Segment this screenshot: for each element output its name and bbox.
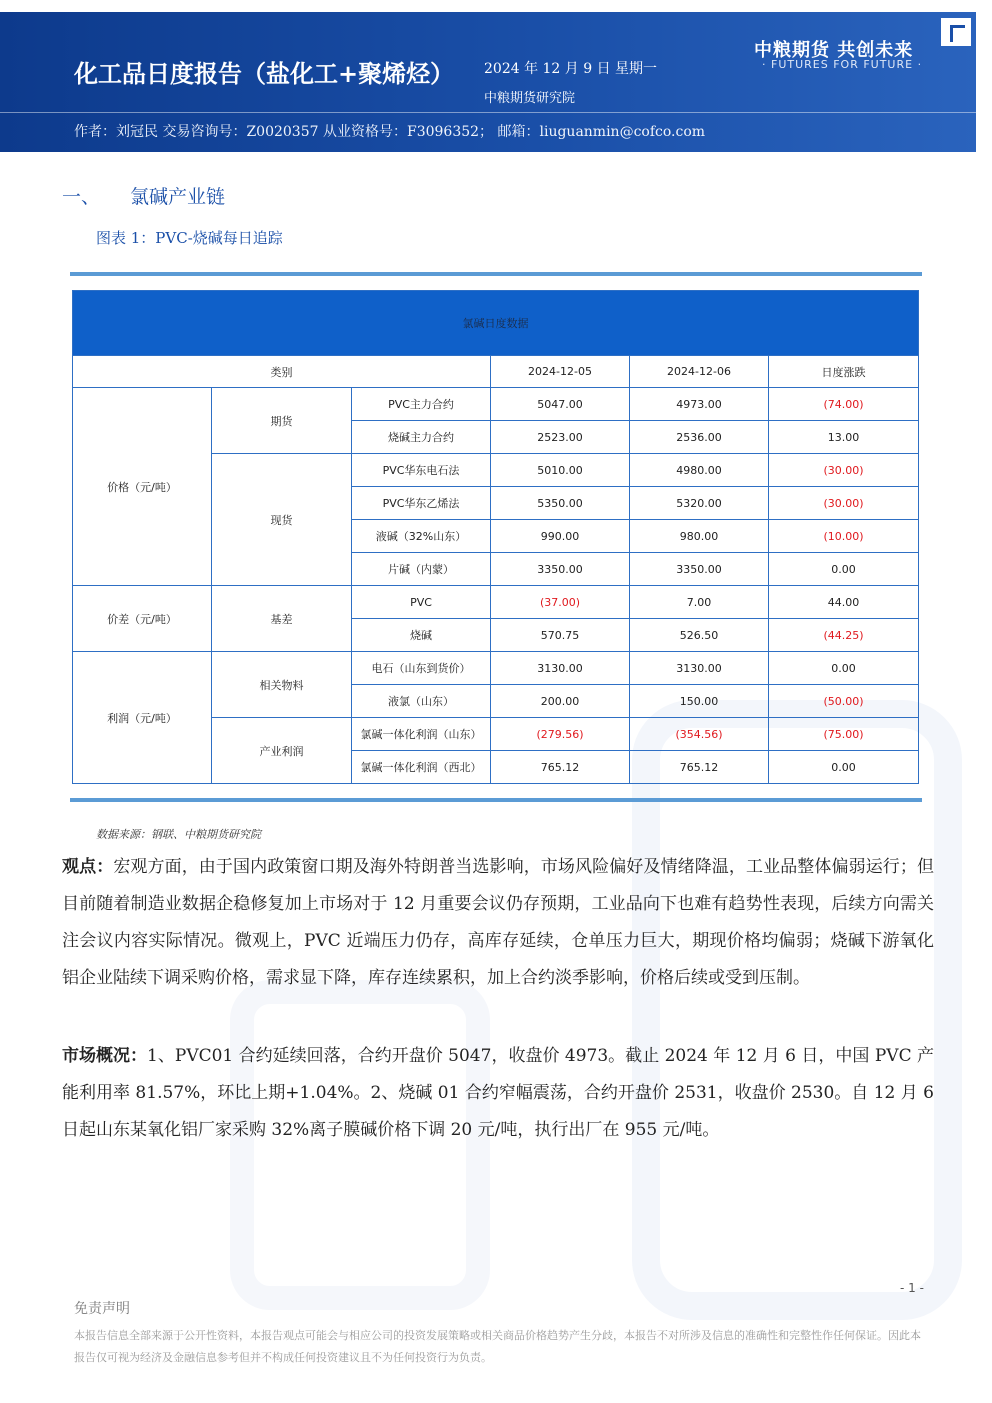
data-source: 数据来源：钢联、中粮期货研究院 (96, 828, 261, 841)
brand-slogan: · FUTURES FOR FUTURE · (762, 58, 923, 71)
report-date: 2024 年 12 月 9 日 星期一 (484, 61, 658, 77)
item-cell: PVC华东乙烯法 (352, 487, 491, 520)
change-cell: (44.25) (769, 619, 919, 652)
change-cell: 44.00 (769, 586, 919, 619)
value-cell: 3350.00 (491, 553, 630, 586)
change-cell: 0.00 (769, 652, 919, 685)
item-cell: 氯碱一体化利润（山东） (352, 718, 491, 751)
background-decoration (632, 700, 962, 1320)
report-title: 化工品日度报告（盐化工+聚烯烃） (74, 59, 455, 88)
value-cell: 5047.00 (491, 388, 630, 421)
page-number: - 1 - (900, 1281, 924, 1295)
column-header: 类别 (73, 356, 491, 388)
item-cell: 片碱（内蒙） (352, 553, 491, 586)
institute-name: 中粮期货研究院 (484, 91, 576, 106)
value-cell: 5350.00 (491, 487, 630, 520)
section-number: 一、 (62, 186, 101, 208)
brand-name: 中粮期货 共创未来 (754, 40, 914, 61)
table-row (73, 388, 919, 421)
change-cell: (74.00) (769, 388, 919, 421)
value-cell: 200.00 (491, 685, 630, 718)
view-label: 观点： (62, 857, 114, 877)
column-header: 2024-12-06 (630, 356, 769, 388)
item-cell: PVC华东电石法 (352, 454, 491, 487)
group-label: 价差（元/吨） (73, 586, 212, 652)
item-cell: 液氯（山东） (352, 685, 491, 718)
subgroup-label: 基差 (212, 586, 352, 652)
group-label: 价格（元/吨） (73, 388, 212, 586)
value-cell: 570.75 (491, 619, 630, 652)
value-cell: 765.12 (491, 751, 630, 784)
value-cell: 2536.00 (630, 421, 769, 454)
value-cell: 980.00 (630, 520, 769, 553)
table-row (73, 586, 919, 619)
value-cell: 990.00 (491, 520, 630, 553)
item-cell: 液碱（32%山东） (352, 520, 491, 553)
change-cell: (50.00) (769, 685, 919, 718)
column-header: 2024-12-05 (491, 356, 630, 388)
item-cell: 烧碱 (352, 619, 491, 652)
group-label: 利润（元/吨） (73, 652, 212, 784)
market-text: 1、PVC01 合约延续回落，合约开盘价 5047，收盘价 4973。截止 2024 年 12 月 6 日，中国 PVC 产能利用率 81.57%，环比上期+1.04%。2、烧碱 01 合约窄幅震荡，合约开盘价 2531，收盘价 2530。自 12 月 6 日起山东某氧化铝厂家采购 32%离子膜碱价格下调 20 元/吨，执行出厂在 955 元/吨。 (62, 1046, 934, 1140)
change-cell: (10.00) (769, 520, 919, 553)
report-header (0, 12, 976, 152)
value-cell: (354.56) (630, 718, 769, 751)
value-cell: 4980.00 (630, 454, 769, 487)
value-cell: 4973.00 (630, 388, 769, 421)
value-cell: (37.00) (491, 586, 630, 619)
header-divider (0, 112, 976, 113)
chlor-alkali-daily-table (72, 290, 919, 784)
value-cell: 3350.00 (630, 553, 769, 586)
item-cell: PVC (352, 586, 491, 619)
change-cell: (75.00) (769, 718, 919, 751)
change-cell: 0.00 (769, 751, 919, 784)
section-title-text: 氯碱产业链 (130, 186, 226, 208)
market-label: 市场概况： (62, 1046, 148, 1066)
subgroup-label: 期货 (212, 388, 352, 454)
table-top-rule (70, 272, 922, 276)
table-caption: 氯碱日度数据 (73, 291, 919, 356)
disclaimer-text: 本报告信息全部来源于公开性资料，本报告观点可能会与相应公司的投资发展策略或相关商品价格趋势产生分歧，本报告不对所涉及信息的准确性和完整性作任何保证。因此本报告仅可视为经济及金融信息参考但并不构成任何投资建议且不为任何投资行为负责。 (74, 1329, 921, 1364)
column-header: 日度涨跌 (769, 356, 919, 388)
value-cell: 3130.00 (630, 652, 769, 685)
section-title (62, 182, 225, 209)
table-bottom-rule (70, 798, 922, 802)
item-cell: 电石（山东到货价） (352, 652, 491, 685)
value-cell: 7.00 (630, 586, 769, 619)
author-info: 作者：刘冠民 交易咨询号：Z0020357 从业资格号：F3096352； 邮箱：liuguanmin@cofco.com (74, 124, 706, 140)
item-cell: 氯碱一体化利润（西北） (352, 751, 491, 784)
view-paragraph (62, 849, 934, 997)
item-cell: PVC主力合约 (352, 388, 491, 421)
change-cell: 13.00 (769, 421, 919, 454)
change-cell: 0.00 (769, 553, 919, 586)
change-cell: (30.00) (769, 487, 919, 520)
value-cell: 5320.00 (630, 487, 769, 520)
subgroup-label: 相关物料 (212, 652, 352, 718)
value-cell: 2523.00 (491, 421, 630, 454)
figure-title: 图表 1：PVC-烧碱每日追踪 (96, 229, 283, 247)
disclaimer-title: 免责声明 (74, 1301, 130, 1317)
subgroup-label: 现货 (212, 454, 352, 586)
view-text: 宏观方面，由于国内政策窗口期及海外特朗普当选影响，市场风险偏好及情绪降温，工业品整体偏弱运行；但目前随着制造业数据企稳修复加上市场对于 12 月重要会议仍存预期，工业品向下也难有趋势性表现，后续方向需关注会议内容实际情况。微观上，PVC 近端压力仍存，高库存延续，仓单压力巨大，期现价格均偏弱；烧碱下游氧化铝企业陆续下调采购价格，需求显下降，库存连续累积，加上合约淡季影响，价格后续或受到压制。 (62, 857, 935, 988)
value-cell: 526.50 (630, 619, 769, 652)
change-cell: (30.00) (769, 454, 919, 487)
item-cell: 烧碱主力合约 (352, 421, 491, 454)
value-cell: 150.00 (630, 685, 769, 718)
subgroup-label: 产业利润 (212, 718, 352, 784)
value-cell: 5010.00 (491, 454, 630, 487)
company-logo-icon (941, 18, 971, 46)
value-cell: (279.56) (491, 718, 630, 751)
market-paragraph (62, 1038, 934, 1149)
table-row (73, 652, 919, 685)
value-cell: 765.12 (630, 751, 769, 784)
value-cell: 3130.00 (491, 652, 630, 685)
